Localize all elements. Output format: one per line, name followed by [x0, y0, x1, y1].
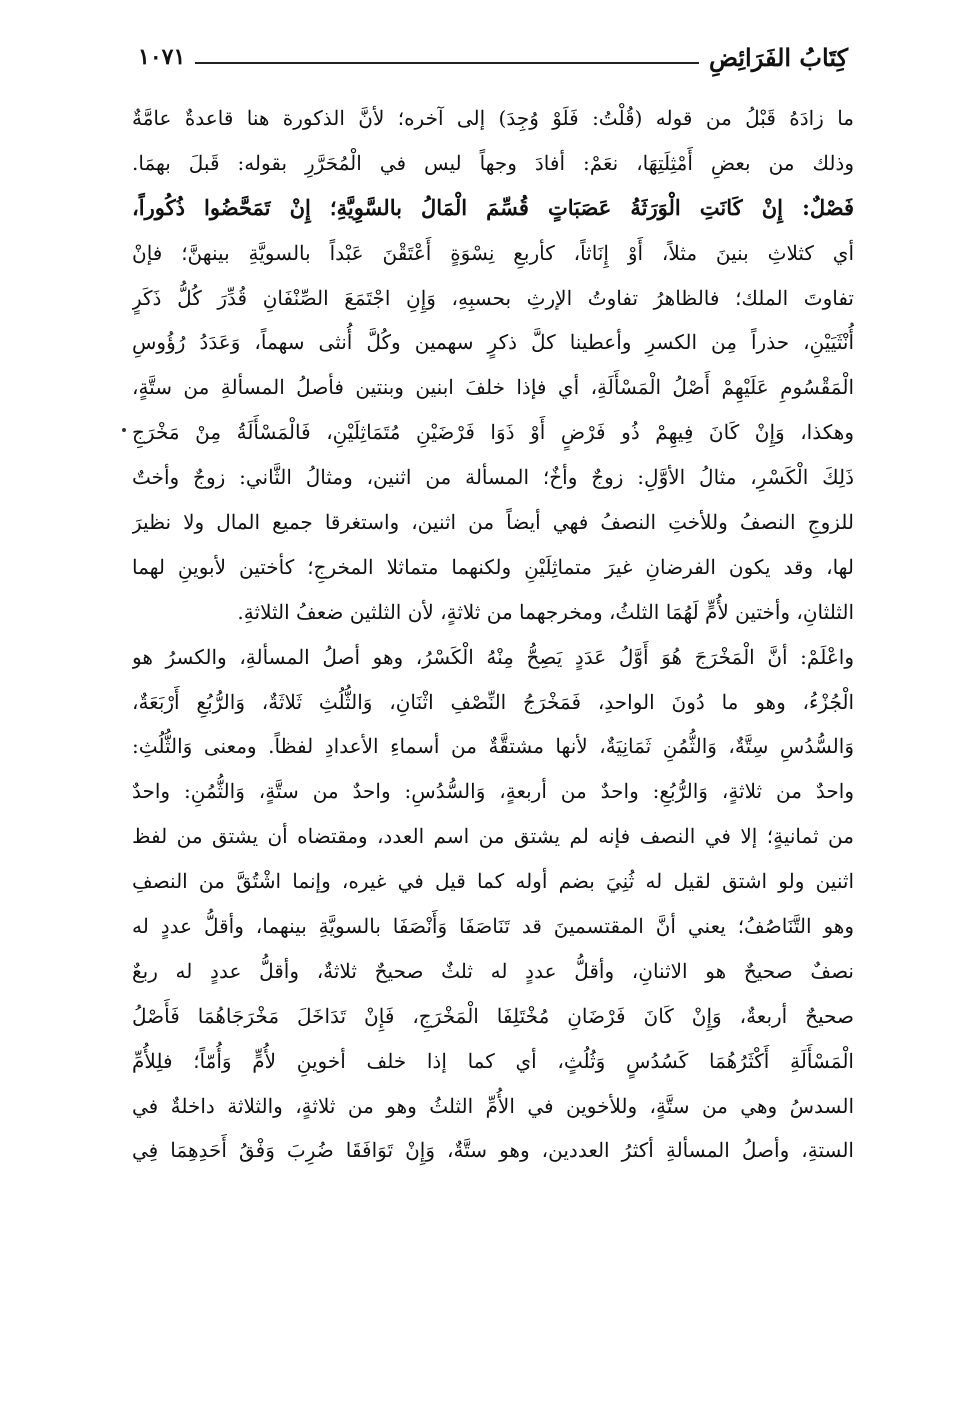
text-line: واعْلَمْ: أنَّ الْمَخْرَجَ هُوَ أَوَّلُ عَدَدٍ يَصِحُّ مِنْهُ الْكَسْرُ، وهو أصلُ المسألةِ، والكسرُ هو	[132, 644, 854, 669]
text-line: تفاوتَ الملك؛ فالظاهرُ تفاوتُ الإرثِ بحسبِهِ، وَإِنِ اجْتَمَعَ الصِّنْفَانِ قُدِّرَ كُلُّ ذَكَرٍ	[132, 285, 854, 310]
text-line: واحدٌ من ثلاثةٍ، وَالرُّبُعِ: واحدٌ من أربعةٍ، وَالسُّدُسِ: واحدٌ من ستَّةٍ، وَالثُّمُنِ: واحدٌ	[132, 779, 854, 804]
text-line: صحيحٌ أربعةٌ، وَإِنْ كَانَ فَرْضَانِ مُخْتَلِفَا الْمَخْرَجِ، فَإِنْ تَدَاخَلَ مَخْرَجَاهُمَا فَأَصْلُ	[132, 1003, 854, 1028]
text-line: ما زادَهُ قَبْلُ من قوله (قُلْتُ: فَلَوْ وُجِدَ) إلى آخره؛ لأنَّ الذكورة هنا قاعدةٌ عامَّةٌ	[132, 106, 854, 130]
text-line: الْمَسْأَلَةِ أَكْثَرُهُمَا كَسُدُسٍ وَثُلُثٍ، أي كما إذا خلف أخوينِ لأُمٍّ وَأُمّاً؛ فلِلأُمِّ	[132, 1048, 854, 1073]
page-header	[138, 36, 848, 76]
text-line: من ثمانيةٍ؛ إلا في النصف فإنه لم يشتق من اسم العدد، ومقتضاه أن يشتق من لفظ	[132, 824, 854, 849]
text-line: وهكذا، وَإِنْ كَانَ فِيهِمْ ذُو فَرْضٍ أَوْ ذَوَا فَرْضَيْنِ مُتَمَاثِلَيْنِ، فَالْمَسْأَلَةُ مِنْ مَخْرَجِ	[132, 420, 854, 445]
text-line: أي كثلاثِ بنينَ مثلاً، أَوْ إِنَاثاً، كأربعِ نِسْوَةٍ أَعْتَقْنَ عَبْداً بالسويَّةِ بينهنَّ؛ فإنْ	[132, 240, 854, 265]
text-line: أُنْثَيَيْنِ، حذراً مِن الكسرِ وأعطينا كلَّ ذكرٍ سهمين وكُلَّ أُنثى سهماً، وَعَدَدُ رُؤُوسِ	[132, 330, 854, 355]
text-line: وذلك من بعضِ أَمْثِلَتِهَا، نعَمْ: أفادَ وجهاً ليس في الْمُحَرَّرِ بقوله: قَبلَ بهمَا.	[132, 150, 854, 175]
margin-mark	[122, 428, 126, 432]
text-line: الثلثانِ، وأختين لأُمٍّ لَهُمَا الثلثُ، ومخرجهما من ثلاثةٍ، لأن الثلثين ضعفُ الثلاثةِ.	[237, 599, 854, 624]
header-rule	[195, 62, 699, 64]
text-line: الْمَقْسُومِ عَلَيْهِمْ أَصْلُ الْمَسْأَلَةِ، أي فإذا خلفَ ابنين وبنتين فأصلُ المسألةِ من ستَّةٍ،	[132, 375, 854, 400]
section-heading-line: فَصْلٌ: إِنْ كَانَتِ الْوَرَثَةُ عَصَبَاتٍ قُسِّمَ الْمَالُ بالسَّوِيَّةِ؛ إِنْ تَمَحَّضُوا ذُكُوراً،	[132, 194, 854, 220]
running-head: كِتَابُ الفَرَائِضِ	[708, 43, 848, 72]
text-line: الستةِ، وأصلُ المسألةِ أكثرُ العددين، وهو ستَّةٌ، وَإِنْ تَوَافَقَا ضُرِبَ وَفْقُ أَحَدِهِمَا فِي	[132, 1138, 854, 1163]
text-line: اثنين ولو اشتق لقيل له ثُنِيَ بضم أوله كما قيل في غيره، وإنما اشْتُقَّ من النصفِ	[132, 869, 854, 894]
text-line: ذَلِكَ الْكَسْرِ، مثالُ الأوَّلِ: زوجٌ وأخٌ؛ المسألة من اثنين، ومثالُ الثَّاني: زوجٌ وأختٌ	[132, 465, 854, 490]
text-line: وَالسُّدُسِ سِتَّةٌ، وَالثُّمُنِ ثَمَانِيَةٌ، لأنها مشتقَّةٌ من أسماءِ الأعدادِ لفظاً. ومعنى وَالثُّلُثِ:	[132, 734, 854, 759]
text-line: للزوجِ النصفُ وللأختِ النصفُ فهي أيضاً من اثنين، واستغرقا جميع المال ولا نظيرَ	[132, 510, 854, 535]
body-text	[132, 96, 854, 1173]
page-number: ١٠٧١	[138, 44, 186, 70]
text-line: وهو التَّنَاصُفُ؛ يعني أنَّ المقتسمينَ قد تَنَاصَفَا وَأَنْصَفَا بالسويَّةِ بينهما، وأقلُّ عددٍ له	[132, 914, 854, 939]
text-line: الْجُزْءُ، وهو ما دُونَ الواحدِ، فَمَخْرَجُ النِّصْفِ اثْنَانِ، وَالثُّلُثِ ثَلاثَةٌ، وَالرُّبُعِ أَرْبَعَةٌ،	[132, 689, 854, 714]
text-line: السدسُ وهي من ستَّةٍ، وللأخوين في الأُمِّ الثلثُ وهو من ثلاثةٍ، والثلاثة داخلةٌ في	[132, 1093, 854, 1118]
text-line: لها، وقد يكون الفرضانِ غيرَ متماثِلَيْنِ ولكنهما متماثلا المخرجِ؛ كأختين لأبوينِ لهما	[132, 554, 854, 579]
text-line: نصفٌ صحيحٌ هو الاثنانِ، وأقلُّ عددٍ له ثلثٌ صحيحٌ ثلاثةٌ، وأقلُّ عددٍ له ربعٌ	[132, 958, 854, 983]
